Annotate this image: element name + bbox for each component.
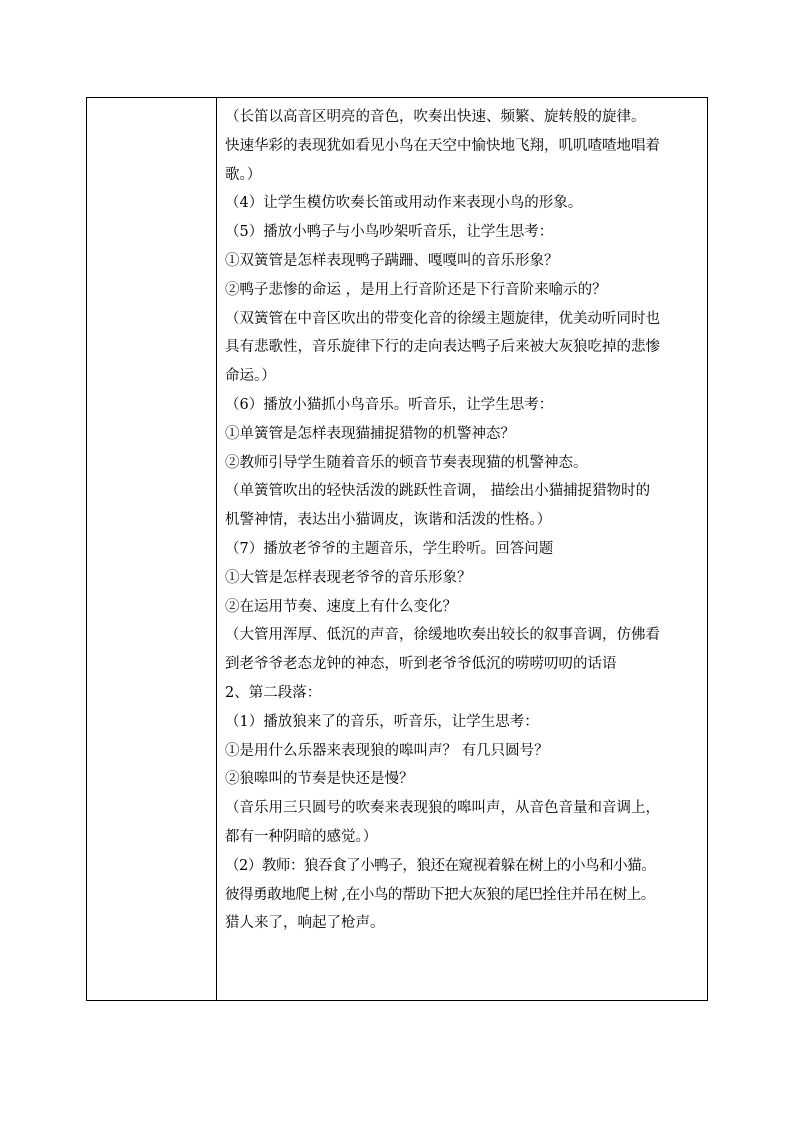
text-line: ②狼嗥叫的节奏是快还是慢？ [225,771,414,788]
text-line: 都有一种阴暗的感觉。） [225,828,378,845]
text-line: ②鸭子悲惨的命运 ，是用上行音阶还是下行音阶来喻示的？ [225,281,607,298]
table-content-cell [217,98,707,1000]
table-left-cell [87,98,217,1000]
text-line: （4）让学生模仿吹奏长笛或用动作来表现小鸟的形象。 [225,195,583,212]
text-line: ①双簧管是怎样表现鸭子蹒跚、嘎嘎叫的音乐形象？ [225,252,559,269]
text-line: 彼得勇敢地爬上树 ,在小鸟的帮助下把大灰狼的尾巴拴住并吊在树上。 [225,886,655,903]
text-line: 歌。） [225,166,262,183]
text-line: ②在运用节奏、速度上有什么变化？ [225,598,457,615]
text-line: （5）播放小鸭子与小鸟吵架听音乐，让学生思考： [225,224,554,241]
lesson-table [86,97,708,1001]
text-line: 机警神情，表达出小猫调皮，诙谐和活泼的性格。） [225,512,552,529]
text-line: （大管用浑厚、低沉的声音，徐缓地吹奏出较长的叙事音调，仿佛看 [225,627,660,644]
text-line: （双簧管在中音区吹出的带变化音的徐缓主题旋律，优美动听同时也 [225,310,660,327]
text-line: （7）播放老爷爷的主题音乐，学生聆听。回答问题 [225,540,554,557]
text-line: （1）播放狼来了的音乐，听音乐，让学生思考： [225,713,539,730]
text-line: （2）教师：狼吞食了小鸭子，狼还在窥视着躲在树上的小鸟和小猫。 [225,857,656,874]
text-line: 具有悲歌性，音乐旋律下行的走向表达鸭子后来被大灰狼吃掉的悲惨 [225,339,660,356]
text-line: （6）播放小猫抓小鸟音乐。听音乐，让学生思考： [225,396,554,413]
text-line: 到老爷爷老态龙钟的神态，听到老爷爷低沉的唠唠叨叨的话语 [225,656,617,673]
text-line: ①单簧管是怎样表现猫捕捉猎物的机警神态？ [225,425,515,442]
text-line: 2、第二段落： [225,684,322,701]
text-line: 猎人来了，响起了枪声。 [225,915,385,932]
text-line: ①大管是怎样表现老爷爷的音乐形象？ [225,569,472,586]
text-line: 命运。） [225,368,276,385]
text-line: （长笛以高音区明亮的音色，吹奏出快速、频繁、旋转般的旋律。 [225,109,646,125]
text-line: （音乐用三只圆号的吹奏来表现狼的嗥叫声，从音色音量和音调上， [225,800,660,817]
text-line: ②教师引导学生随着音乐的顿音节奏表现猫的机警神态。 [225,454,588,471]
text-line: （单簧管吹出的轻快活泼的跳跃性音调， 描绘出小猫捕捉猎物时的 [225,483,651,500]
text-line: 快速华彩的表现犹如看见小鸟在天空中愉快地飞翔，叽叽喳喳地唱着 [225,137,660,154]
text-line: ①是用什么乐器来表现狼的嗥叫声？ 有几只圆号？ [225,742,549,759]
